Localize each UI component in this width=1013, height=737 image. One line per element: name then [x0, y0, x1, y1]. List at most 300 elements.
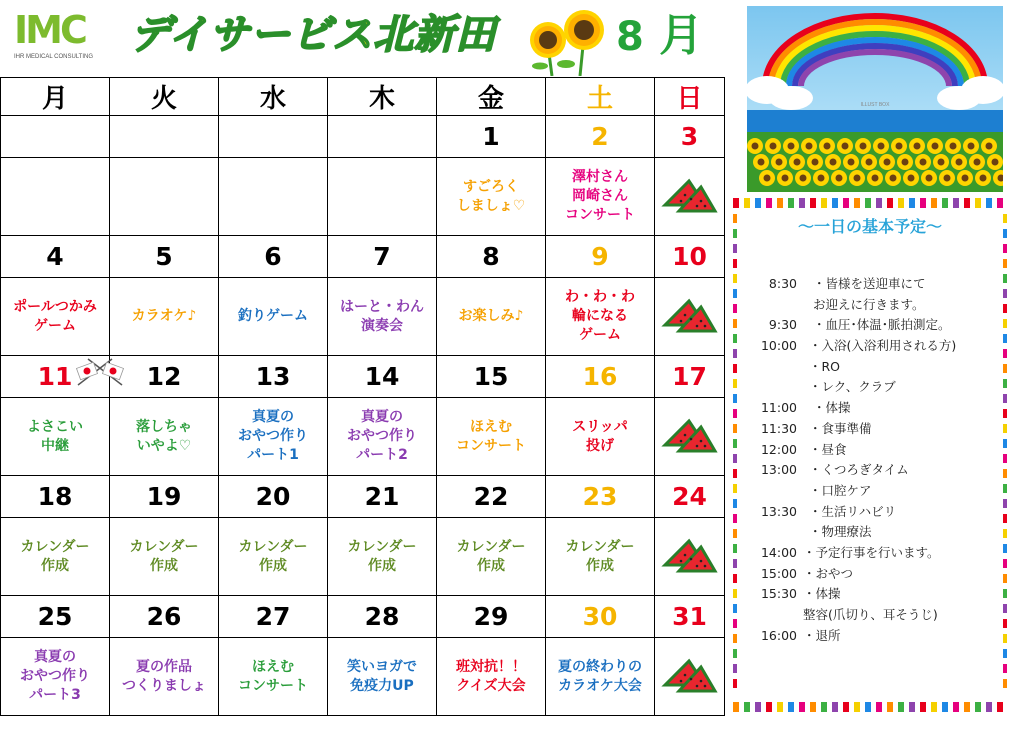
illustration-caption: ILLUST BOX — [860, 102, 890, 108]
event-cell — [1, 398, 110, 476]
event-text: すごろく しましょ♡ — [456, 178, 526, 214]
border-dash — [953, 702, 959, 712]
border-dash — [733, 349, 737, 358]
event-cell — [219, 518, 328, 596]
event-cell — [328, 518, 437, 596]
date-cell: 3 — [655, 116, 725, 158]
border-dash — [821, 198, 827, 208]
sunflower-center-icon — [896, 143, 903, 150]
sunflower-center-icon — [890, 175, 897, 182]
sunflower-center-icon — [932, 143, 939, 150]
border-dash — [733, 499, 737, 508]
border-dash — [777, 198, 783, 208]
border-dash — [799, 702, 805, 712]
event-cell — [437, 398, 546, 476]
sunflower-center-icon — [800, 175, 807, 182]
border-dash — [832, 198, 838, 208]
month-label — [616, 8, 703, 68]
event-text: よさこい 中継 — [27, 418, 83, 454]
event-text: ほえむ コンサート — [456, 418, 526, 454]
border-dash — [975, 702, 981, 712]
schedule-row — [747, 460, 1009, 481]
event-cell — [219, 398, 328, 476]
sunflower-center-icon — [992, 159, 999, 166]
event-cell — [110, 398, 219, 476]
date-cell: 11 — [1, 356, 110, 398]
sunflower-center-icon — [926, 175, 933, 182]
schedule-time: 15:00 — [760, 565, 797, 581]
border-dash — [876, 198, 882, 208]
event-text: お楽しみ♪ — [458, 308, 524, 324]
event-cell — [655, 278, 725, 356]
event-cell — [328, 398, 437, 476]
border-dash — [744, 198, 750, 208]
border-dash — [909, 198, 915, 208]
date-cell: 26 — [110, 596, 219, 638]
border-dash — [1003, 244, 1007, 253]
date-cell: 24 — [655, 476, 725, 518]
schedule-row — [747, 605, 1009, 626]
schedule-activity: ・入浴(入浴利用される方) — [809, 338, 957, 354]
schedule-time: 10:00 — [760, 338, 797, 354]
date-cell — [219, 116, 328, 158]
sunflower-center-icon — [866, 159, 873, 166]
date-cell: 1 — [437, 116, 546, 158]
border-dash — [997, 702, 1003, 712]
event-cell — [437, 638, 546, 716]
event-text: 真夏の おやつ作り パート3 — [20, 649, 90, 703]
event-row — [1, 278, 725, 356]
sunflower-center-icon — [818, 175, 825, 182]
schedule-row — [747, 543, 1009, 564]
sunflower-center-icon — [902, 159, 909, 166]
schedule-row — [747, 295, 1009, 316]
page-title: デイサービス北新田 — [130, 12, 497, 58]
schedule-time: 14:00 — [760, 544, 797, 560]
date-cell: 6 — [219, 236, 328, 278]
border-dash — [733, 702, 739, 712]
date-cell: 18 — [1, 476, 110, 518]
border-dash — [733, 334, 737, 343]
event-text: カレンダー 作成 — [456, 538, 526, 574]
schedule-activity: ・皆様を送迎車にて — [813, 276, 926, 291]
schedule-activity: ・レク、クラブ — [809, 379, 896, 395]
border-dash — [733, 679, 737, 688]
border-dash — [920, 198, 926, 208]
border-dash — [733, 304, 737, 313]
border-dash — [854, 198, 860, 208]
border-dash — [733, 379, 737, 388]
sunflower-center-icon — [878, 143, 885, 150]
event-cell — [328, 158, 437, 236]
schedule-title: ～一日の基本予定～ — [797, 217, 942, 236]
border-dash — [733, 664, 737, 673]
weekday-thu: 木 — [328, 78, 437, 116]
border-dash — [898, 198, 904, 208]
schedule-activity: ・食事準備 — [809, 420, 872, 436]
date-cell: 20 — [219, 476, 328, 518]
sunflower-center-icon — [908, 175, 915, 182]
event-cell — [219, 278, 328, 356]
sunflower-center-icon — [938, 159, 945, 166]
event-row — [1, 398, 725, 476]
sunflower-center-icon — [758, 159, 765, 166]
schedule-activity: ・くつろぎタイム — [809, 462, 909, 478]
sunflower-center-icon — [770, 143, 777, 150]
border-dash — [788, 198, 794, 208]
sunflower-center-icon — [986, 143, 993, 150]
sunflower-center-icon — [836, 175, 843, 182]
schedule-row — [747, 398, 1009, 419]
sunflower-center-icon — [854, 175, 861, 182]
schedule-activity: ・生活リハビリ — [809, 503, 897, 519]
date-cell: 17 — [655, 356, 725, 398]
border-dash — [733, 198, 739, 208]
date-cell: 27 — [219, 596, 328, 638]
border-dash — [821, 702, 827, 712]
event-cell — [437, 278, 546, 356]
date-cell: 4 — [1, 236, 110, 278]
schedule-row — [747, 481, 1009, 502]
logo-mark: IMC — [14, 8, 85, 52]
sunflower-center-icon — [860, 143, 867, 150]
event-cell — [1, 158, 110, 236]
border-dash — [865, 702, 871, 712]
border-dash — [733, 439, 737, 448]
border-dash — [733, 409, 737, 418]
border-dash — [1003, 664, 1007, 673]
event-cell — [1, 638, 110, 716]
weekday-sat: 土 — [546, 78, 655, 116]
event-row — [1, 158, 725, 236]
date-row — [1, 596, 725, 638]
weekday-sun: 日 — [655, 78, 725, 116]
sunflower-center-icon — [788, 143, 795, 150]
border-dash — [920, 702, 926, 712]
schedule-row — [747, 336, 1009, 357]
border-dash — [766, 198, 772, 208]
sunflower-center-icon — [920, 159, 927, 166]
schedule-row — [747, 502, 1009, 523]
sunflower-center-icon — [776, 159, 783, 166]
event-cell — [437, 518, 546, 596]
schedule-row — [747, 440, 1009, 461]
sunflower-center-icon — [842, 143, 849, 150]
border-dash — [733, 469, 737, 478]
schedule-row — [747, 274, 1009, 295]
border-dash — [788, 702, 794, 712]
border-dash — [733, 364, 737, 373]
event-cell — [655, 518, 725, 596]
date-cell: 8 — [437, 236, 546, 278]
event-cell — [219, 638, 328, 716]
event-cell — [1, 278, 110, 356]
event-text: カレンダー 作成 — [20, 538, 90, 574]
schedule-time: 8:30 — [768, 276, 797, 291]
schedule-activity: ・体操 — [803, 586, 841, 602]
month-number: 8 — [616, 14, 644, 60]
border-dash — [986, 702, 992, 712]
border-dash — [931, 198, 937, 208]
border-dash — [733, 259, 737, 268]
date-cell: 16 — [546, 356, 655, 398]
border-dash — [733, 244, 737, 253]
border-dash — [755, 198, 761, 208]
date-cell: 23 — [546, 476, 655, 518]
sunflower-center-icon — [782, 175, 789, 182]
company-logo — [8, 6, 116, 66]
date-cell: 14 — [328, 356, 437, 398]
date-cell: 13 — [219, 356, 328, 398]
schedule-row — [747, 626, 1009, 647]
event-text: 澤村さん 岡崎さん コンサート — [565, 169, 635, 223]
event-cell — [437, 158, 546, 236]
border-dash — [975, 198, 981, 208]
sunflower-center-icon — [794, 159, 801, 166]
event-cell — [110, 158, 219, 236]
date-cell: 2 — [546, 116, 655, 158]
date-cell: 22 — [437, 476, 546, 518]
schedule-row — [747, 522, 1009, 543]
border-dash — [1003, 649, 1007, 658]
event-text: 落しちゃ いやよ♡ — [136, 418, 192, 454]
sunflower-center-icon — [806, 143, 813, 150]
schedule-time: 16:00 — [760, 627, 797, 643]
schedule-row — [747, 564, 1009, 585]
schedule-activity: ・おやつ — [803, 565, 854, 581]
date-cell — [328, 116, 437, 158]
schedule-activity: ・物理療法 — [809, 524, 872, 540]
date-cell: 21 — [328, 476, 437, 518]
event-text: カラオケ♪ — [131, 308, 197, 324]
event-cell — [546, 638, 655, 716]
event-cell — [110, 638, 219, 716]
event-text: カレンダー 作成 — [347, 538, 417, 574]
watermelon-icon — [661, 655, 719, 699]
border-dash — [733, 619, 737, 628]
date-row — [1, 476, 725, 518]
event-text: スリッパ 投げ — [572, 418, 628, 454]
schedule-activity: ・血圧･体温･脈拍測定。 — [813, 317, 951, 333]
border-dash — [1003, 679, 1007, 688]
border-dash — [997, 198, 1003, 208]
watermelon-icon — [661, 175, 719, 219]
border-dash — [733, 544, 737, 553]
border-dash — [799, 198, 805, 208]
sunflower-icon — [522, 6, 612, 76]
date-cell: 12 — [110, 356, 219, 398]
border-dash — [733, 574, 737, 583]
event-text: はーと・わん 演奏会 — [340, 298, 424, 334]
schedule-row — [747, 377, 1009, 398]
event-text: 釣りゲーム — [238, 308, 308, 324]
border-dash — [766, 702, 772, 712]
sunflower-center-icon — [944, 175, 951, 182]
schedule-activity: ・昼食 — [809, 441, 847, 457]
date-cell: 5 — [110, 236, 219, 278]
border-dash — [843, 702, 849, 712]
calendar-body — [1, 78, 725, 716]
date-row — [1, 236, 725, 278]
border-dash — [755, 702, 761, 712]
border-dash — [887, 198, 893, 208]
border-dash — [810, 702, 816, 712]
schedule-activity: 整容(爪切り、耳そうじ) — [803, 607, 938, 622]
sunflower-center-icon — [812, 159, 819, 166]
border-dash — [964, 702, 970, 712]
sunflower-center-icon — [884, 159, 891, 166]
sunflower-center-icon — [968, 143, 975, 150]
watermelon-icon — [661, 295, 719, 339]
border-dash — [953, 198, 959, 208]
event-cell — [546, 398, 655, 476]
sunflower-center-icon — [872, 175, 879, 182]
schedule-time: 13:30 — [760, 503, 797, 519]
date-cell: 9 — [546, 236, 655, 278]
schedule-row — [747, 357, 1009, 378]
date-cell: 30 — [546, 596, 655, 638]
event-row — [1, 518, 725, 596]
sunflower-center-icon — [830, 159, 837, 166]
rainbow-sunflower-illustration — [747, 6, 1003, 192]
border-dash — [909, 702, 915, 712]
border-dash — [832, 702, 838, 712]
border-dash — [843, 198, 849, 208]
event-text: カレンダー 作成 — [238, 538, 308, 574]
schedule-activity: ・予定行事を行います。 — [803, 544, 940, 560]
border-dash — [733, 484, 737, 493]
event-text: 笑いヨガで 免疫力UP — [347, 658, 417, 694]
event-cell — [328, 278, 437, 356]
schedule-activity: ・体操 — [813, 400, 851, 416]
event-text: ポールつかみ ゲーム — [13, 298, 97, 334]
date-cell: 29 — [437, 596, 546, 638]
sunflower-center-icon — [974, 159, 981, 166]
event-row — [1, 638, 725, 716]
date-cell: 25 — [1, 596, 110, 638]
event-cell — [1, 518, 110, 596]
logo-subtitle: IHR MEDICAL CONSULTING — [14, 54, 94, 60]
sunflower-center-icon — [824, 143, 831, 150]
schedule-time: 15:30 — [760, 586, 797, 602]
border-dash — [865, 198, 871, 208]
event-text: ほえむ コンサート — [238, 658, 308, 694]
event-cell — [328, 638, 437, 716]
sunflower-center-icon — [956, 159, 963, 166]
schedule-row — [747, 419, 1009, 440]
schedule-activity: お迎えに行きます。 — [813, 296, 925, 312]
date-cell: 7 — [328, 236, 437, 278]
date-cell: 31 — [655, 596, 725, 638]
date-cell: 28 — [328, 596, 437, 638]
date-cell — [1, 116, 110, 158]
event-cell — [110, 278, 219, 356]
border-dash — [733, 589, 737, 598]
schedule-activity: ・口腔ケア — [809, 482, 872, 498]
border-dash — [733, 559, 737, 568]
schedule-time: 12:00 — [760, 441, 797, 457]
weekday-fri: 金 — [437, 78, 546, 116]
border-dash — [733, 634, 737, 643]
border-dash — [887, 702, 893, 712]
date-cell: 15 — [437, 356, 546, 398]
border-dash — [931, 702, 937, 712]
border-dash — [733, 274, 737, 283]
sunflower-center-icon — [848, 159, 855, 166]
event-cell — [655, 398, 725, 476]
schedule-time: 9:30 — [768, 317, 797, 333]
border-dash — [733, 454, 737, 463]
date-cell: 10 — [655, 236, 725, 278]
schedule-time: 11:00 — [760, 400, 797, 416]
event-cell — [546, 518, 655, 596]
event-cell — [219, 158, 328, 236]
event-text: カレンダー 作成 — [129, 538, 199, 574]
border-dash — [777, 702, 783, 712]
schedule-time: 13:00 — [760, 462, 797, 478]
schedule-row — [747, 315, 1009, 336]
border-dash — [942, 198, 948, 208]
border-dash — [733, 514, 737, 523]
date-cell — [110, 116, 219, 158]
border-dash — [744, 702, 750, 712]
event-text: わ・わ・わ 輪になる ゲーム — [565, 289, 635, 343]
event-cell — [110, 518, 219, 596]
schedule-activity: ・RO — [809, 358, 841, 374]
event-text: 真夏の おやつ作り パート1 — [238, 409, 308, 463]
border-dash — [733, 649, 737, 658]
event-text: カレンダー 作成 — [565, 538, 635, 574]
sunflower-center-icon — [914, 143, 921, 150]
watermelon-icon — [661, 535, 719, 579]
event-text: 真夏の おやつ作り パート2 — [347, 409, 417, 463]
sunflower-center-icon — [962, 175, 969, 182]
border-dash — [898, 702, 904, 712]
event-cell — [655, 638, 725, 716]
calendar-table — [0, 77, 725, 716]
daily-schedule — [747, 274, 1009, 646]
watermelon-icon — [661, 415, 719, 459]
border-dash — [733, 529, 737, 538]
weekday-mon: 月 — [1, 78, 110, 116]
schedule-activity: ・退所 — [803, 627, 841, 643]
border-dash — [810, 198, 816, 208]
border-dash — [733, 319, 737, 328]
sunflower-center-icon — [752, 143, 759, 150]
sunflower-center-icon — [764, 175, 771, 182]
border-dash — [876, 702, 882, 712]
border-dash — [733, 604, 737, 613]
border-dash — [733, 289, 737, 298]
date-cell: 19 — [110, 476, 219, 518]
right-panel — [729, 0, 1013, 737]
weekday-wed: 水 — [219, 78, 328, 116]
weekday-tue: 火 — [110, 78, 219, 116]
sunflower-center-icon — [950, 143, 957, 150]
border-dash — [733, 424, 737, 433]
event-text: 夏の終わりの カラオケ大会 — [558, 658, 642, 694]
japan-flags-icon — [70, 357, 130, 387]
schedule-row — [747, 584, 1009, 605]
border-dash — [1003, 259, 1007, 268]
border-dash — [733, 394, 737, 403]
border-dash — [986, 198, 992, 208]
month-unit: 月 — [659, 10, 704, 61]
border-dash — [942, 702, 948, 712]
event-text: 班対抗！！ クイズ大会 — [456, 658, 526, 694]
date-row — [1, 116, 725, 158]
event-cell — [546, 278, 655, 356]
